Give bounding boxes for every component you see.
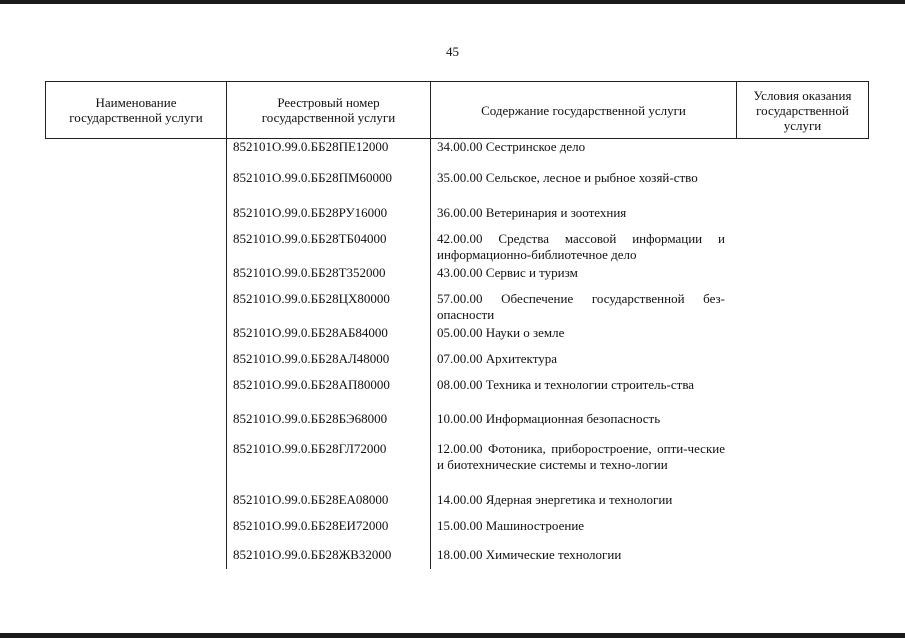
registry-code: 852101О.99.0.ББ28АБ84000 — [233, 325, 388, 340]
header-service-conditions: Условия оказания государственной услуги — [753, 87, 852, 133]
registry-code: 852101О.99.0.ББ28ЖВ32000 — [233, 547, 392, 562]
service-content: 08.00.00 Техника и технологии строитель-ства — [437, 377, 695, 392]
table-header — [45, 81, 869, 139]
registry-code: 852101О.99.0.ББ28ТБ04000 — [233, 231, 387, 246]
registry-code: 852101О.99.0.ББ28БЭ68000 — [233, 411, 388, 426]
registry-code: 852101О.99.0.ББ28ПМ60000 — [233, 170, 393, 185]
service-content: 14.00.00 Ядерная энергетика и технологии — [437, 492, 673, 507]
registry-code: 852101О.99.0.ББ28Т352000 — [233, 265, 386, 280]
registry-code: 852101О.99.0.ББ28ПЕ12000 — [233, 139, 389, 154]
service-content: 07.00.00 Архитектура — [437, 351, 557, 366]
registry-code: 852101О.99.0.ББ28ЕИ72000 — [233, 518, 389, 533]
header-service-name: Наименование государственной услуги — [46, 82, 227, 138]
service-content: 36.00.00 Ветеринария и зоотехния — [437, 205, 627, 220]
registry-code: 852101О.99.0.ББ28АП80000 — [233, 377, 390, 392]
service-content: 34.00.00 Сестринское дело — [437, 139, 586, 154]
service-content: 15.00.00 Машиностроение — [437, 518, 585, 533]
registry-code: 852101О.99.0.ББ28ЦХ80000 — [233, 291, 390, 306]
service-content: 12.00.00 Фотоника, приборостроение, опти-ческие и биотехнические системы и техно-логии — [437, 441, 725, 472]
column-divider — [226, 139, 227, 569]
registry-code: 852101О.99.0.ББ28РУ16000 — [233, 205, 388, 220]
service-content: 35.00.00 Сельское, лесное и рыбное хозяй-ство — [437, 170, 698, 185]
page-number: 45 — [446, 44, 459, 59]
column-divider — [430, 139, 431, 569]
header-registry-number: Реестровый номер государственной услуги — [227, 82, 431, 138]
service-content: 18.00.00 Химические технологии — [437, 547, 622, 562]
registry-code: 852101О.99.0.ББ28ЕА08000 — [233, 492, 389, 507]
service-content: 05.00.00 Науки о земле — [437, 325, 565, 340]
registry-code: 852101О.99.0.ББ28АЛ48000 — [233, 351, 390, 366]
registry-code: 852101О.99.0.ББ28ГЛ72000 — [233, 441, 387, 456]
service-content: 43.00.00 Сервис и туризм — [437, 265, 578, 280]
top-border — [0, 0, 905, 4]
service-content: 57.00.00 Обеспечение государственной без-опасности — [437, 291, 725, 322]
header-service-content: Содержание государственной услуги — [431, 82, 737, 138]
bottom-border — [0, 633, 905, 638]
service-content: 10.00.00 Информационная безопасность — [437, 411, 661, 426]
service-content: 42.00.00 Средства массовой информации и информационно-библиотечное дело — [437, 231, 725, 262]
